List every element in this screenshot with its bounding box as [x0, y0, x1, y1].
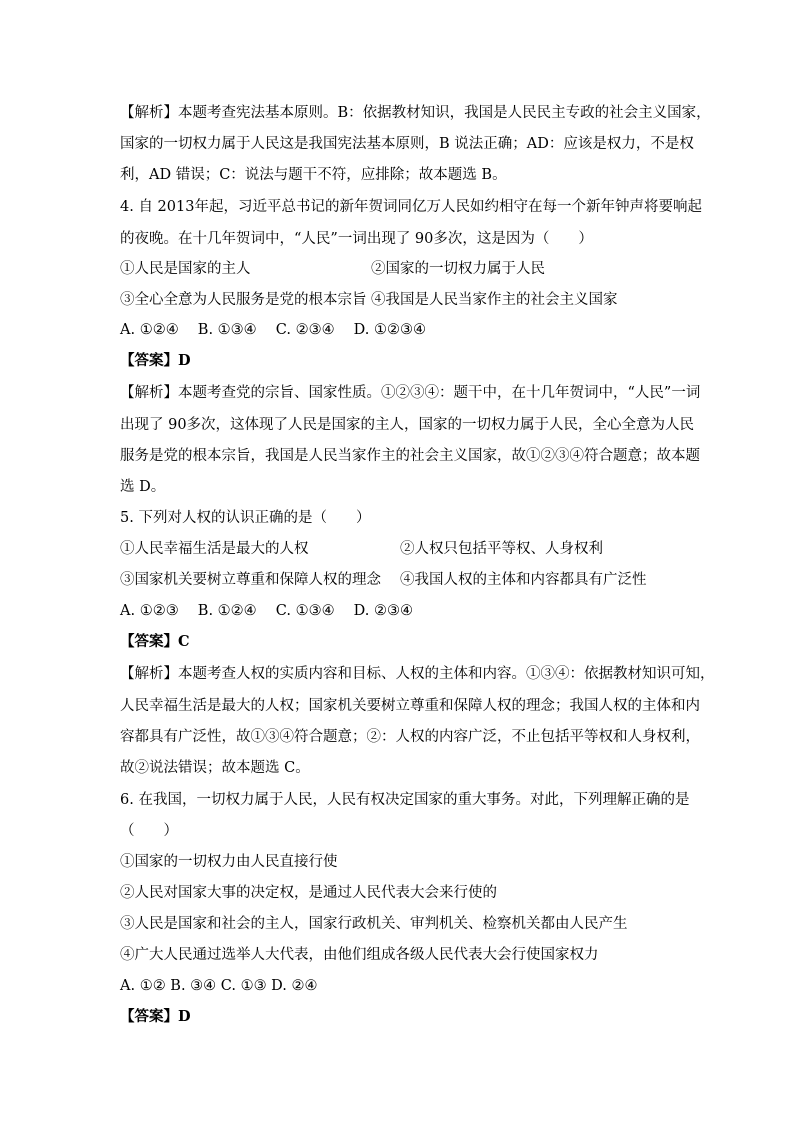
question-4-stem-line-1: 4. 自 2013年起，习近平总书记的新年贺词同亿万人民如约相守在每一个新年钟声将要响起 — [120, 199, 702, 215]
question-5-stem: 5. 下列对人权的认识正确的是（ ） — [120, 510, 371, 526]
question-4-option-4: ④我国是人民当家作主的社会主义国家 — [371, 292, 618, 308]
question-6-choices: A. ①② B. ③④ C. ①③ D. ②④ — [120, 978, 318, 994]
question-5-option-3: ③国家机关要树立尊重和保障人权的理念 — [120, 572, 381, 588]
explanation-prev-line-3: 利，AD 错误；C：说法与题干不符，应排除；故本题选 B。 — [120, 167, 507, 183]
question-4-choices: A. ①②④ B. ①③④ C. ②③④ D. ①②③④ — [120, 322, 427, 338]
question-4-explanation-line-1: 【解析】本题考查党的宗旨、国家性质。①②③④：题干中，在十几年贺词中，“人民”一词 — [120, 385, 701, 401]
question-5-explanation-line-2: 人民幸福生活是最大的人权；国家机关要树立尊重和保障人权的理念；我国人权的主体和内 — [120, 698, 700, 714]
question-5-explanation-line-1: 【解析】本题考查人权的实质内容和目标、人权的主体和内容。①③④：依据教材知识可知， — [120, 666, 715, 682]
question-5-option-4: ④我国人权的主体和内容都具有广泛性 — [400, 572, 647, 588]
question-6-stem-line-2: （ ） — [120, 823, 178, 839]
question-5-option-1: ①人民幸福生活是最大的人权 — [120, 541, 309, 557]
question-5-option-2: ②人权只包括平等权、人身权利 — [400, 541, 603, 557]
question-6-stem-line-1: 6. 在我国，一切权力属于人民，人民有权决定国家的重大事务。对此，下列理解正确的是 — [120, 792, 690, 808]
question-4-explanation-line-2: 出现了 90多次，这体现了人民是国家的主人，国家的一切权力属于人民，全心全意为人民 — [120, 417, 695, 433]
explanation-prev-line-1: 【解析】本题考查宪法基本原则。B：依据教材知识，我国是人民民主专政的社会主义国家， — [120, 105, 711, 121]
question-6-option-1: ①国家的一切权力由人民直接行使 — [120, 854, 338, 870]
question-5-explanation-line-4: 故②说法错误；故本题选 C。 — [120, 760, 310, 776]
question-5-answer: 【答案】C — [120, 633, 190, 650]
question-4-option-2: ②国家的一切权力属于人民 — [371, 261, 545, 277]
explanation-prev-line-2: 国家的一切权力属于人民这是我国宪法基本原则，B 说法正确；AD：应该是权力，不是权 — [120, 136, 694, 152]
question-4-stem-line-2: 的夜晚。在十几年贺词中，“人民”一词出现了 90多次，这是因为（ ） — [120, 231, 593, 247]
question-4-explanation-line-4: 选 D。 — [120, 479, 166, 495]
document-body — [120, 0, 715, 1123]
question-6-option-4: ④广大人民通过选举人大代表，由他们组成各级人民代表大会行使国家权力 — [120, 947, 599, 963]
question-4-answer: 【答案】D — [120, 352, 191, 369]
question-4-explanation-line-3: 服务是党的根本宗旨，我国是人民当家作主的社会主义国家，故①②③④符合题意；故本题 — [120, 448, 700, 464]
question-6-option-2: ②人民对国家大事的决定权，是通过人民代表大会来行使的 — [120, 885, 497, 901]
question-6-answer: 【答案】D — [120, 1008, 191, 1025]
question-6-option-3: ③人民是国家和社会的主人，国家行政机关、审判机关、检察机关都由人民产生 — [120, 916, 628, 932]
question-4-option-3: ③全心全意为人民服务是党的根本宗旨 — [120, 292, 367, 308]
question-5-explanation-line-3: 容都具有广泛性，故①③④符合题意；②：人权的内容广泛，不止包括平等权和人身权利， — [120, 729, 700, 745]
question-5-choices: A. ①②③ B. ①②④ C. ①③④ D. ②③④ — [120, 603, 414, 619]
question-4-option-1: ①人民是国家的主人 — [120, 261, 251, 277]
